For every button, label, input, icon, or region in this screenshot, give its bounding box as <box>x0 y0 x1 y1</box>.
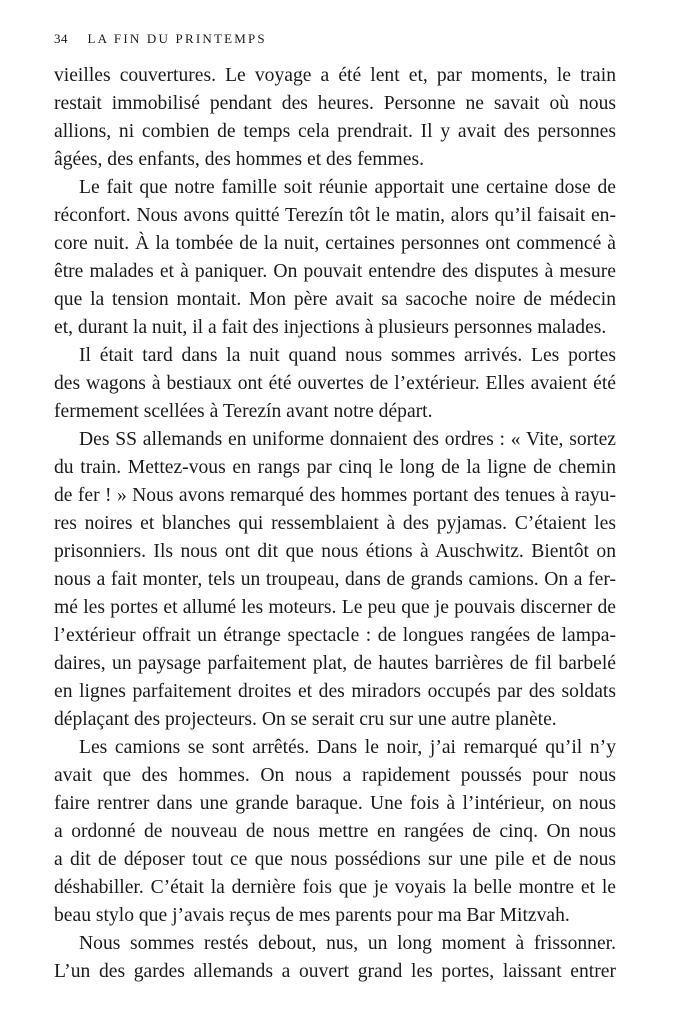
text-line: âgées, des enfants, des hommes et des femmes. <box>54 149 424 170</box>
text-line: et, durant la nuit, il a fait des injections à plusieurs personnes malades. <box>54 317 607 338</box>
text-line: avait que des hommes. On nous a rapidement poussés pour nous <box>54 765 616 786</box>
text-line: de fer ! » Nous avons remarqué des hommes portant des tenues à rayu- <box>54 485 616 506</box>
text-line: prisonniers. Ils nous ont dit que nous étions à Auschwitz. Bientôt on <box>54 541 616 562</box>
text-line: vieilles couvertures. Le voyage a été lent et, par moments, le train <box>54 65 616 86</box>
text-line: être malades et à paniquer. On pouvait entendre des disputes à mesure <box>54 261 616 282</box>
text-line: déplaçant des projecteurs. On se serait cru sur une autre planète. <box>54 709 557 730</box>
text-line: fermement scellées à Terezín avant notre départ. <box>54 401 433 422</box>
text-line: mé les portes et allumé les moteurs. Le peu que je pouvais discerner de <box>54 597 616 618</box>
text-line: Des SS allemands en uniforme donnaient des ordres : « Vite, sortez <box>79 429 616 450</box>
page-number: 34 <box>54 31 68 46</box>
text-line: Il était tard dans la nuit quand nous sommes arrivés. Les portes <box>79 345 616 366</box>
text-line: en lignes parfaitement droites et des miradors occupés par des soldats <box>54 681 616 702</box>
text-line: a ordonné de nouveau de nous mettre en rangées de cinq. On nous <box>54 821 616 842</box>
text-line: l’extérieur offrait un étrange spectacle : de longues rangées de lampa- <box>54 625 616 646</box>
running-head <box>54 30 267 48</box>
text-line: Les camions se sont arrêtés. Dans le noir, j’ai remarqué qu’il n’y <box>79 737 616 758</box>
text-line: allions, ni combien de temps cela prendrait. Il y avait des personnes <box>54 121 616 142</box>
text-line: core nuit. À la tombée de la nuit, certaines personnes ont commencé à <box>54 233 616 254</box>
text-line: Nous sommes restés debout, nus, un long moment à frissonner. <box>79 933 616 954</box>
text-line: réconfort. Nous avons quitté Terezín tôt le matin, alors qu’il faisait en- <box>54 205 616 226</box>
text-line: res noires et blanches qui ressemblaient à des pyjamas. C’étaient les <box>54 513 616 534</box>
text-line: déshabiller. C’était la dernière fois que je voyais la belle montre et le <box>54 877 616 898</box>
book-title: LA FIN DU PRINTEMPS <box>87 31 267 46</box>
text-line: restait immobilisé pendant des heures. Personne ne savait où nous <box>54 93 616 114</box>
text-line: du train. Mettez-vous en rangs par cinq le long de la ligne de chemin <box>54 457 616 478</box>
text-line: daires, un paysage parfaitement plat, de hautes barrières de fil barbelé <box>54 653 616 674</box>
text-line: des wagons à bestiaux ont été ouvertes de l’extérieur. Elles avaient été <box>54 373 616 394</box>
text-line: que la tension montait. Mon père avait sa sacoche noire de médecin <box>54 289 616 310</box>
text-line: Le fait que notre famille soit réunie apportait une certaine dose de <box>79 177 616 198</box>
text-line: beau stylo que j’avais reçus de mes parents pour ma Bar Mitzvah. <box>54 905 570 926</box>
text-line: nous a fait monter, tels un troupeau, dans de grands camions. On a fer- <box>54 569 616 590</box>
body-text <box>54 62 616 986</box>
text-line: L’un des gardes allemands a ouvert grand les portes, laissant entrer <box>54 961 616 982</box>
text-line: faire rentrer dans une grande baraque. Une fois à l’intérieur, on nous <box>54 793 616 814</box>
text-line: a dit de déposer tout ce que nous possédions sur une pile et de nous <box>54 849 616 870</box>
